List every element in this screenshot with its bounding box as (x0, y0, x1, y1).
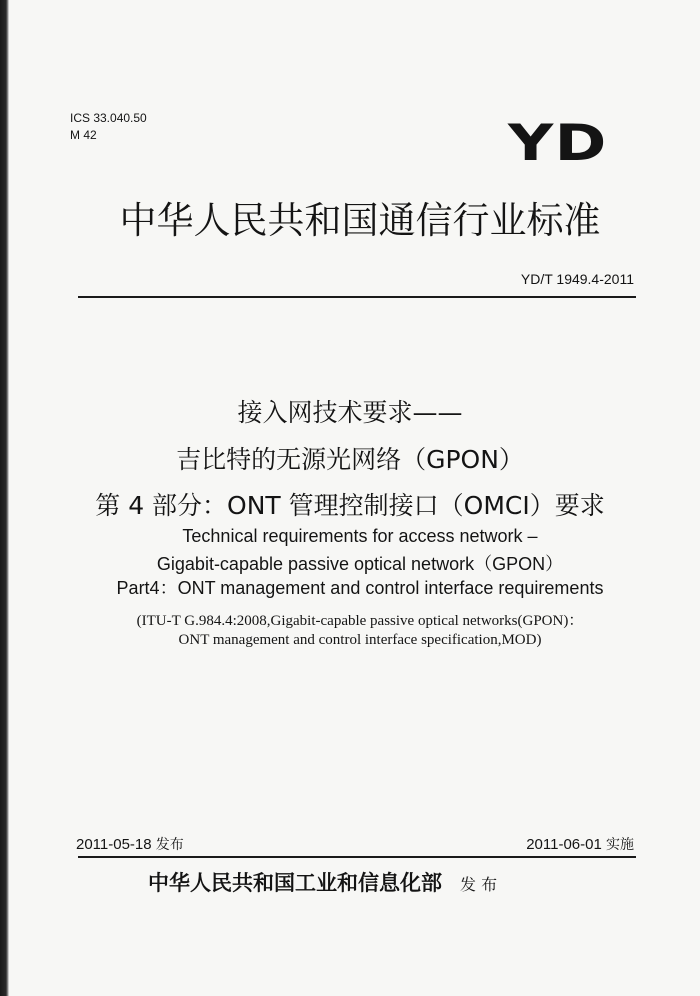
reference-line-2: ONT management and control interface specification,MOD) (178, 632, 542, 648)
chinese-title-line-2: 吉比特的无源光网络（GPON） (176, 445, 524, 474)
chinese-title-line-3: 第 4 部分：ONT 管理控制接口（OMCI）要求 (95, 491, 605, 520)
reference-line-1: (ITU-T G.984.4:2008,Gigabit-capable passive optical networks(GPON)： (136, 613, 584, 629)
issuer (148, 867, 497, 897)
chinese-title-line-1: 接入网技术要求—— (237, 398, 463, 427)
english-title-line-2: Gigabit-capable passive optical network（GPON） (156, 554, 564, 574)
scan-edge (0, 0, 9, 996)
standard-number: YD/T 1949.4-2011 (520, 271, 634, 287)
implementation-date-label: 实施 (606, 837, 634, 853)
implementation-date (526, 834, 634, 854)
header-divider (78, 296, 636, 298)
classification-block (70, 110, 147, 144)
implementation-date-value: 2011-06-01 (526, 836, 602, 853)
issue-date-label: 发布 (155, 837, 184, 853)
organization-title: 中华人民共和国通信行业标准 (119, 199, 601, 242)
english-title-line-3: Part4：ONT management and control interface requirements (116, 578, 604, 598)
issue-date (76, 834, 184, 854)
english-title-line-1: Technical requirements for access network – (182, 526, 538, 546)
ics-code: ICS 33.040.50 (70, 111, 147, 125)
yd-logo: YD (508, 114, 608, 172)
ccs-code: M 42 (70, 128, 97, 142)
footer-divider (78, 856, 636, 858)
issuer-suffix: 发 布 (460, 875, 498, 894)
issuer-name: 中华人民共和国工业和信息化部 (148, 870, 442, 895)
issue-date-value: 2011-05-18 (76, 836, 152, 853)
